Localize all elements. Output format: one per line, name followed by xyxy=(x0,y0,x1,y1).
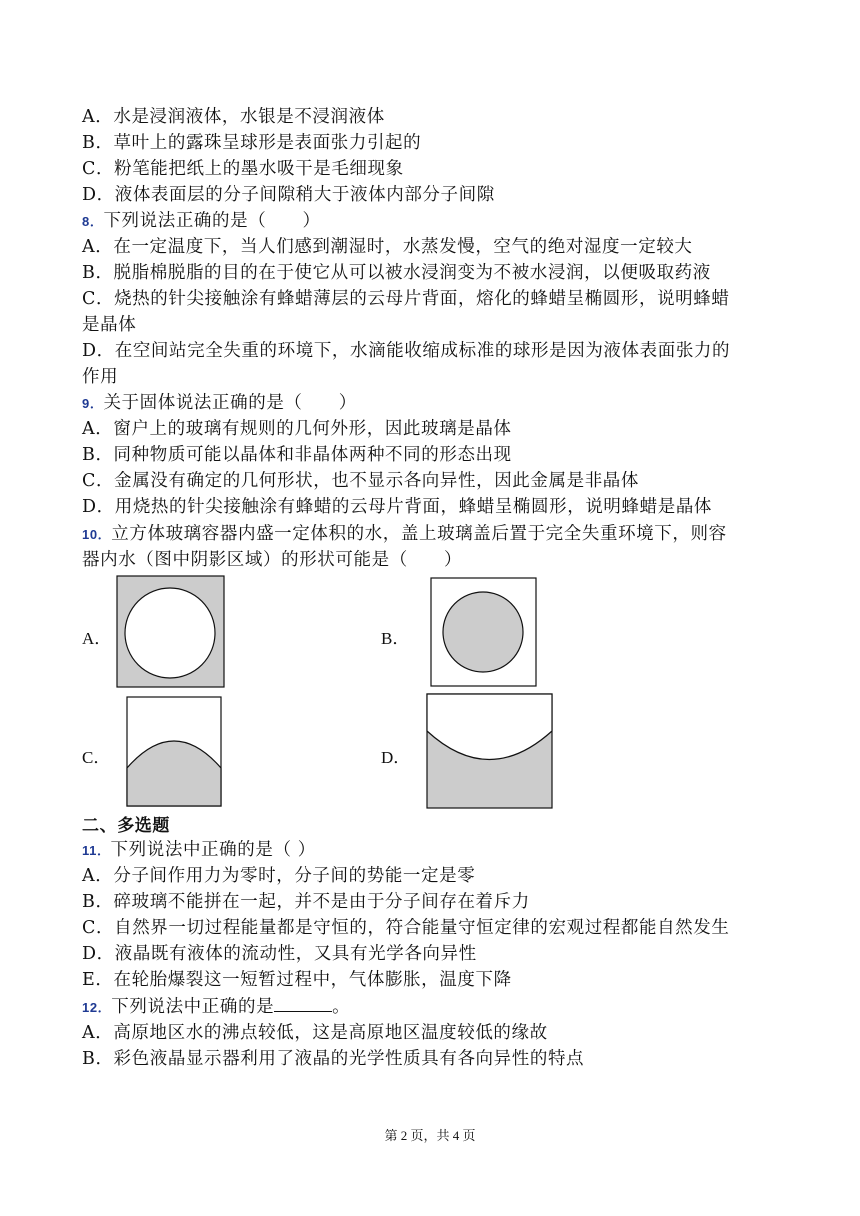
q11-option-a: A．分子间作用力为零时，分子间的势能一定是零 xyxy=(82,866,476,886)
figure-b xyxy=(430,577,538,689)
q8-option-d-cont: 作用 xyxy=(82,367,119,387)
q10-stem-cont: 器内水（图中阴影区域）的形状可能是（ ） xyxy=(82,550,463,570)
q8-option-c: C．烧热的针尖接触涂有蜂蜡薄层的云母片背面，熔化的蜂蜡呈椭圆形，说明蜂蜡 xyxy=(82,289,730,309)
q9-option-b: B．同种物质可能以晶体和非晶体两种不同的形态出现 xyxy=(82,445,512,465)
figure-a xyxy=(116,575,226,689)
q9-stem-text: 关于固体说法正确的是（ ） xyxy=(103,393,357,413)
q12-option-b: B．彩色液晶显示器利用了液晶的光学性质具有各向异性的特点 xyxy=(82,1049,585,1069)
figure-a-label: A． xyxy=(82,629,112,648)
q10-number: 10． xyxy=(82,527,112,542)
figure-b-water-sphere xyxy=(443,592,523,672)
q12-stem-text: 下列说法中正确的是 xyxy=(111,997,275,1017)
q8-stem xyxy=(82,209,812,234)
q8-option-b: B．脱脂棉脱脂的目的在于使它从可以被水浸润变为不被水浸润，以便吸取药液 xyxy=(82,263,711,283)
figure-a-bubble xyxy=(125,588,215,678)
q7-option-c: C．粉笔能把纸上的墨水吸干是毛细现象 xyxy=(82,159,404,179)
q12-stem-end: 。 xyxy=(332,997,351,1017)
q7-option-d: D．液体表面层的分子间隙稍大于液体内部分子间隙 xyxy=(82,185,495,205)
figure-c-label: C． xyxy=(82,748,111,767)
q7-option-a: A．水是浸润液体，水银是不浸润液体 xyxy=(82,107,385,127)
q12-number: 12． xyxy=(82,1000,112,1015)
figure-b-label: B． xyxy=(381,629,410,648)
q12-stem xyxy=(82,995,812,1020)
q9-stem xyxy=(82,391,812,416)
q11-number: 11． xyxy=(82,843,111,858)
q11-option-e: E．在轮胎爆裂这一短暂过程中，气体膨胀，温度下降 xyxy=(82,970,512,990)
q9-option-c: C．金属没有确定的几何形状，也不显示各向异性，因此金属是非晶体 xyxy=(82,471,639,491)
figure-c xyxy=(126,696,223,808)
q8-option-c-cont: 是晶体 xyxy=(82,315,137,335)
q11-option-d: D．液晶既有液体的流动性，又具有光学各向异性 xyxy=(82,944,477,964)
q10-stem-text: 立方体玻璃容器内盛一定体积的水，盖上玻璃盖后置于完全失重环境下，则容 xyxy=(111,524,727,544)
q8-option-a: A．在一定温度下，当人们感到潮湿时，水蒸发慢，空气的绝对湿度一定较大 xyxy=(82,237,693,257)
q8-stem-text: 下列说法正确的是（ ） xyxy=(103,211,321,231)
page-footer: 第 2 页，共 4 页 xyxy=(384,1128,476,1143)
q10-stem xyxy=(82,522,812,547)
q7-option-b: B．草叶上的露珠呈球形是表面张力引起的 xyxy=(82,133,422,153)
q9-number: 9． xyxy=(82,396,104,411)
q11-option-c: C．自然界一切过程能量都是守恒的，符合能量守恒定律的宏观过程都能自然发生 xyxy=(82,918,730,938)
q11-stem xyxy=(82,838,812,863)
q12-option-a: A．高原地区水的沸点较低，这是高原地区温度较低的缘故 xyxy=(82,1023,548,1043)
section-title-multiple-choice: 二、多选题 xyxy=(82,816,170,836)
figure-d xyxy=(426,693,554,810)
q8-number: 8． xyxy=(82,214,104,229)
q11-option-b: B．碎玻璃不能拼在一起，并不是由于分子间存在着斥力 xyxy=(82,892,530,912)
q8-option-d: D．在空间站完全失重的环境下，水滴能收缩成标准的球形是因为液体表面张力的 xyxy=(82,341,731,361)
figure-d-label: D． xyxy=(381,748,411,767)
q12-answer-blank[interactable] xyxy=(274,995,332,1012)
q9-option-d: D．用烧热的针尖接触涂有蜂蜡的云母片背面，蜂蜡呈椭圆形，说明蜂蜡是晶体 xyxy=(82,497,713,517)
q11-stem-text: 下列说法中正确的是（ ） xyxy=(110,840,316,860)
q9-option-a: A．窗户上的玻璃有规则的几何外形，因此玻璃是晶体 xyxy=(82,419,512,439)
